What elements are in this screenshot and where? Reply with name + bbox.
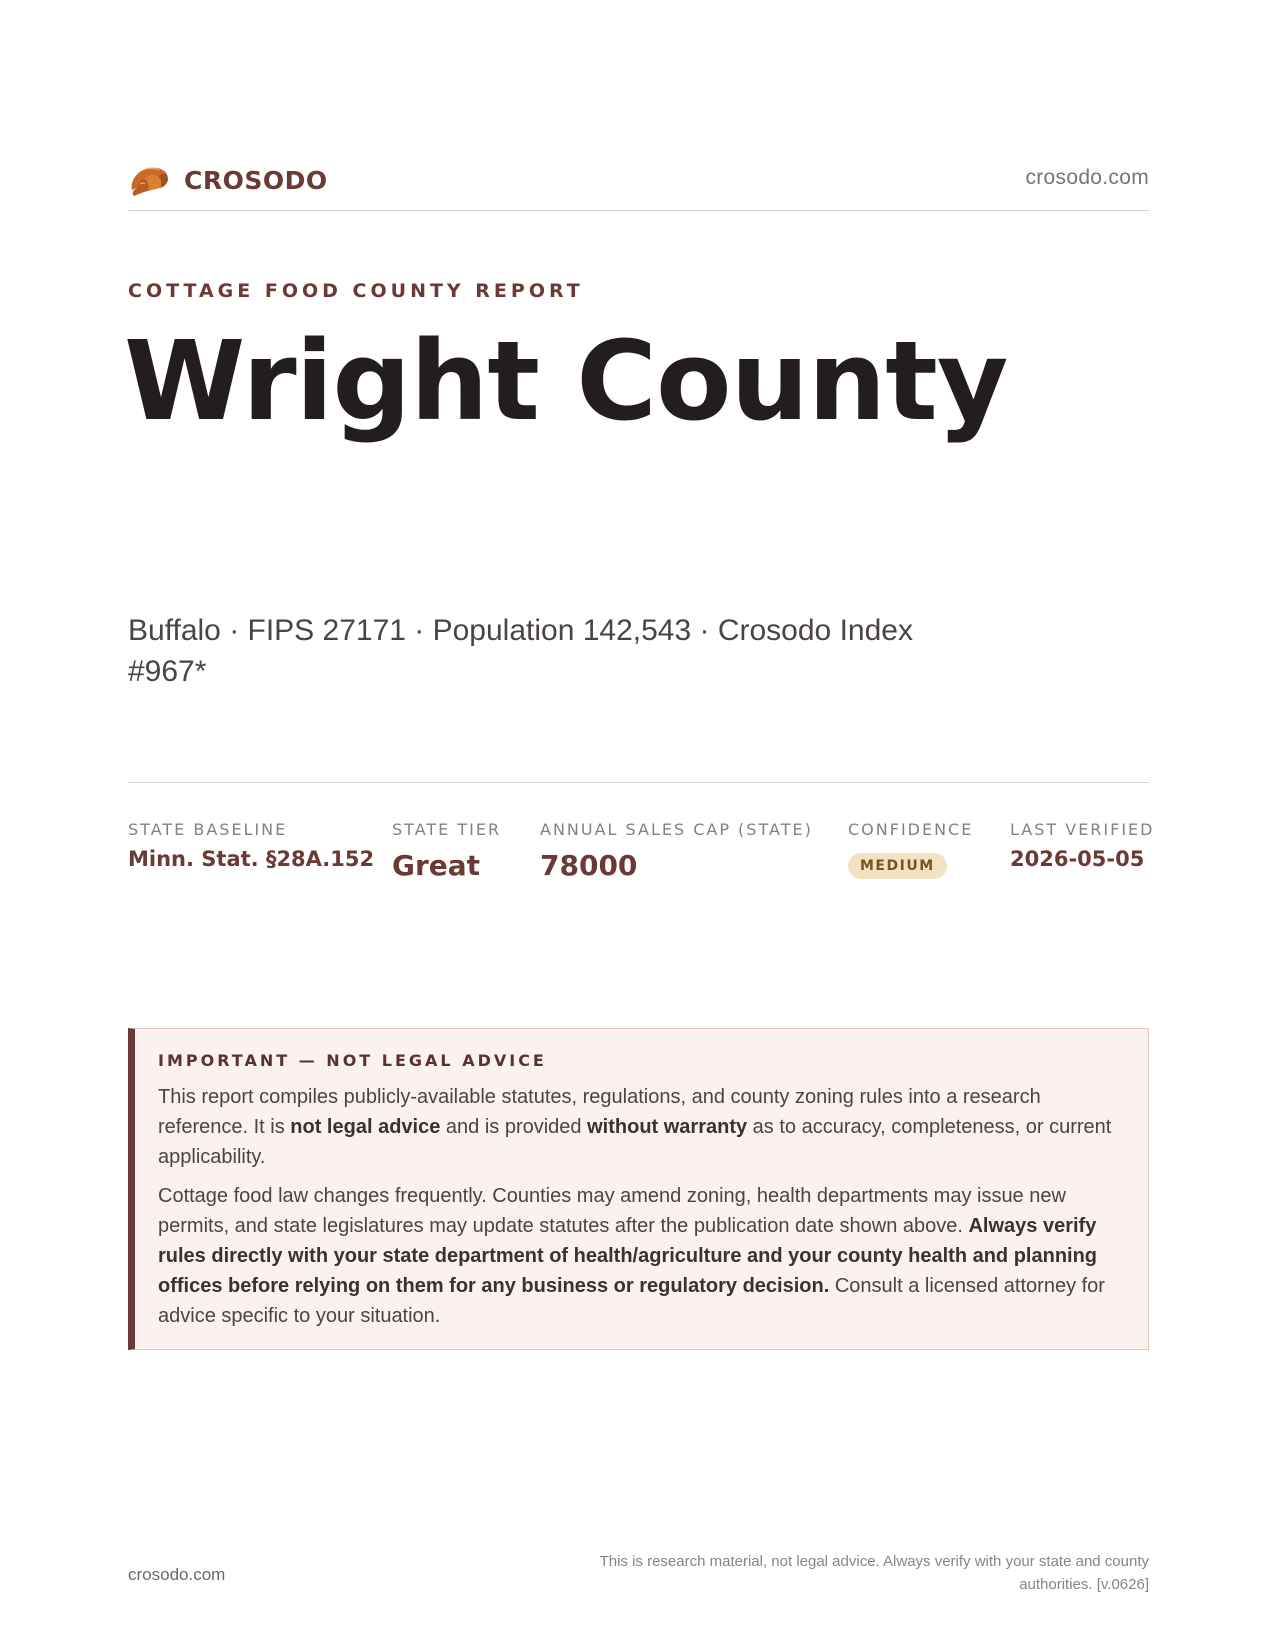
notice-text: This report compiles publicly-available statutes, regulations, and county zoning rules into a research reference. It is: [158, 1086, 1041, 1138]
notice-heading: IMPORTANT — NOT LEGAL ADVICE: [158, 1051, 547, 1070]
divider: [128, 782, 1149, 783]
stat-value: 78000: [540, 849, 638, 882]
site-url-link[interactable]: crosodo.com: [1025, 166, 1149, 189]
legal-notice: [128, 1028, 1149, 1350]
notice-text: as to accuracy, completeness, or current applicability.: [158, 1116, 1112, 1168]
confidence-badge: MEDIUM: [848, 853, 947, 879]
stat-label: LAST VERIFIED: [1010, 820, 1155, 839]
notice-emphasis: Always verify rules directly with your state department of health/agriculture and your county health and planning offices before relying on them for any business or regulatory decision.: [158, 1215, 1098, 1297]
page-title: Wright County: [124, 317, 1008, 445]
stat-label: STATE BASELINE: [128, 820, 288, 839]
notice-text: Cottage food law changes frequently. Counties may amend zoning, health departments may issue new permits, and state legislatures may update statutes after the publication date shown above.: [158, 1185, 1066, 1237]
notice-emphasis: not legal advice: [290, 1116, 441, 1138]
stat-label: STATE TIER: [392, 820, 502, 839]
notice-paragraph: [158, 1181, 1122, 1331]
notice-emphasis: without warranty: [587, 1116, 748, 1138]
county-subtitle: Buffalo · FIPS 27171 · Population 142,543 · Crosodo Index #967*: [128, 614, 913, 688]
stat-confidence: [848, 820, 973, 879]
stat-value: Great: [392, 849, 481, 882]
footer-site-link[interactable]: crosodo.com: [128, 1565, 226, 1584]
stat-label: CONFIDENCE: [848, 820, 974, 839]
notice-text: and is provided: [440, 1116, 588, 1138]
notice-text: Consult a licensed attorney for advice specific to your situation.: [158, 1275, 1105, 1327]
stat-annual-sales-cap: [540, 820, 813, 882]
stat-value: Minn. Stat. §28A.152: [128, 847, 375, 871]
stat-value: 2026-05-05: [1010, 847, 1145, 871]
stat-last-verified: [1010, 820, 1154, 871]
stat-state-baseline: [128, 820, 374, 871]
brand: [128, 160, 328, 200]
report-eyebrow: COTTAGE FOOD COUNTY REPORT: [128, 280, 584, 302]
croissant-icon: [128, 160, 170, 200]
notice-paragraph: [158, 1082, 1122, 1172]
stat-state-tier: [392, 820, 501, 882]
stat-label: ANNUAL SALES CAP (STATE): [540, 820, 813, 839]
report-page: [124, 0, 1155, 1650]
page-header: [128, 160, 1149, 211]
footer-disclaimer: This is research material, not legal advice. Always verify with your state and county authorities. [v.0626]: [599, 1553, 1149, 1593]
brand-name: CROSODO: [184, 165, 328, 195]
